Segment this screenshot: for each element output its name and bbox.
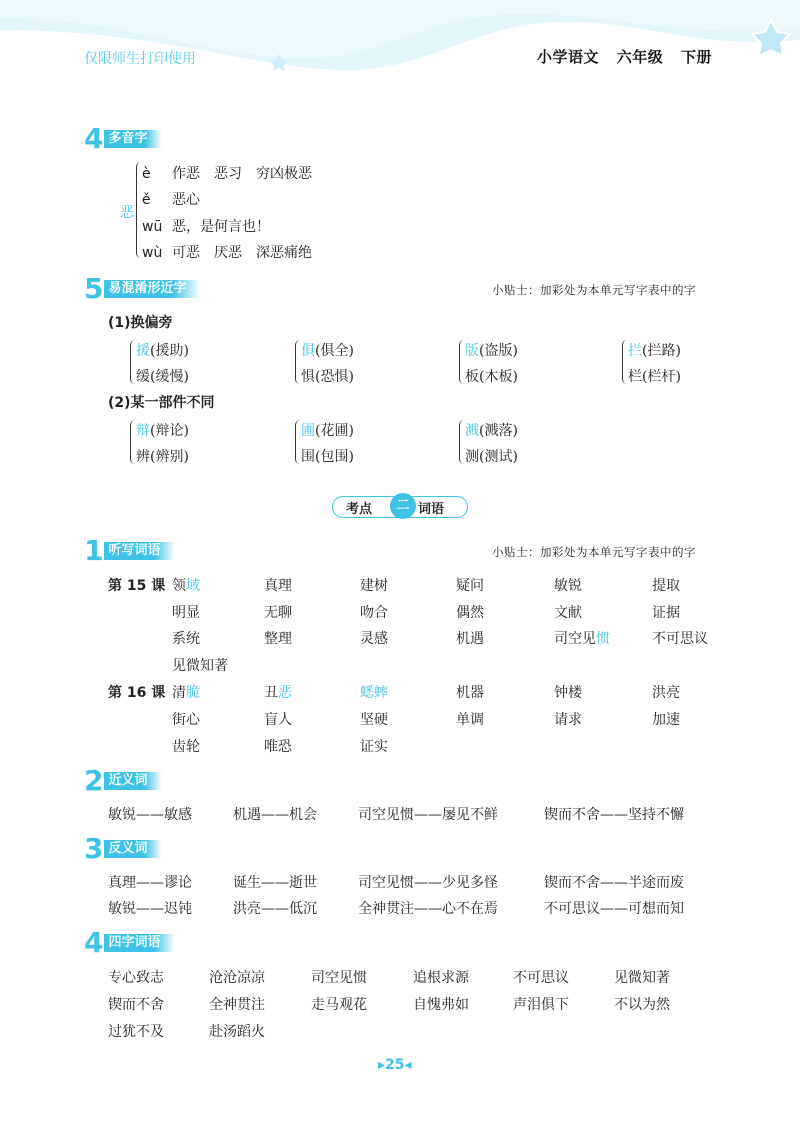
dictation-word: 灵感 bbox=[360, 631, 388, 647]
section-title: 四字词语 bbox=[104, 934, 174, 952]
idiom-word: 过犹不及 bbox=[108, 1024, 164, 1040]
kaodian-topic: 词语 bbox=[418, 502, 445, 517]
dictation-word: 请求 bbox=[554, 712, 582, 728]
header-term: 下册 bbox=[681, 48, 713, 66]
dictation-word: 司空见惯 bbox=[554, 631, 610, 647]
section-heading-polyphonic bbox=[84, 122, 162, 155]
idiom-word: 自愧弗如 bbox=[413, 997, 469, 1013]
idiom-word: 沧沧凉凉 bbox=[209, 970, 265, 986]
synonym-pair: 司空见惯——屡见不鲜 bbox=[358, 807, 498, 823]
section-number: 5 bbox=[84, 272, 104, 305]
section-title: 多音字 bbox=[104, 130, 161, 148]
dictation-word: 敏锐 bbox=[554, 578, 582, 594]
dictation-word: 机遇 bbox=[456, 631, 484, 647]
section-number: 3 bbox=[84, 832, 104, 865]
antonym-pair: 洪亮——低沉 bbox=[233, 901, 317, 917]
synonym-pair: 锲而不舍——坚持不懈 bbox=[544, 807, 684, 823]
dictation-word: 齿轮 bbox=[172, 739, 200, 755]
dictation-word: 领域 bbox=[172, 578, 200, 594]
idiom-word: 专心致志 bbox=[108, 970, 164, 986]
idiom-word: 见微知著 bbox=[614, 970, 670, 986]
char-pair-bottom: 板(木板) bbox=[465, 369, 518, 385]
dictation-word: 钟楼 bbox=[554, 685, 582, 701]
dictation-word: 明显 bbox=[172, 605, 200, 621]
dictation-word: 机器 bbox=[456, 685, 484, 701]
subsection-title: (2)某一部件不同 bbox=[108, 395, 215, 411]
antonym-pair: 司空见惯——少见多怪 bbox=[358, 875, 498, 891]
idiom-word: 追根求源 bbox=[413, 970, 469, 986]
section-title: 反义词 bbox=[104, 840, 161, 858]
section-number: 4 bbox=[84, 122, 104, 155]
dictation-word: 疑问 bbox=[456, 578, 484, 594]
dictation-word: 单调 bbox=[456, 712, 484, 728]
header-usage-note: 仅限师生打印使用 bbox=[84, 51, 196, 67]
header-subject: 小学语文 bbox=[537, 48, 600, 66]
section-heading-idioms bbox=[84, 926, 175, 959]
dictation-word: 提取 bbox=[652, 578, 680, 594]
section-title: 近义词 bbox=[104, 772, 161, 790]
char-pair-bottom: 辨(辨别) bbox=[136, 449, 189, 465]
char-pair-top: 辩(辩论) bbox=[136, 423, 189, 439]
antonym-pair: 敏锐——迟钝 bbox=[108, 901, 192, 917]
char-pair-bottom: 围(包围) bbox=[301, 449, 354, 465]
dictation-word: 系统 bbox=[172, 631, 200, 647]
char-pair-top: 圃(花圃) bbox=[301, 423, 354, 439]
dictation-word: 坚硬 bbox=[360, 712, 388, 728]
idiom-word: 司空见惯 bbox=[311, 970, 367, 986]
dictation-word: 唯恐 bbox=[264, 739, 292, 755]
antonym-pair: 不可思议——可想而知 bbox=[544, 901, 684, 917]
antonym-pair: 诞生——逝世 bbox=[233, 875, 317, 891]
section-heading-dictation bbox=[84, 534, 175, 567]
reading-row: wū 恶，是何言也！ bbox=[142, 219, 270, 235]
lesson-label: 第 15 课 bbox=[108, 578, 166, 594]
dictation-word: 偶然 bbox=[456, 605, 484, 621]
kaodian-banner bbox=[332, 494, 468, 520]
page-number: ▸25◂ bbox=[378, 1057, 412, 1073]
idiom-word: 全神贯注 bbox=[209, 997, 265, 1013]
char-pair-bottom: 栏(栏杆) bbox=[628, 369, 681, 385]
section-heading-similar-chars bbox=[84, 272, 201, 305]
section-number: 1 bbox=[84, 534, 104, 567]
idiom-word: 不以为然 bbox=[614, 997, 670, 1013]
brace bbox=[459, 420, 464, 464]
brace bbox=[295, 420, 300, 464]
section-heading-synonyms bbox=[84, 764, 162, 797]
reading-row: è 作恶 恶习 穷凶极恶 bbox=[142, 166, 312, 182]
synonym-pair: 机遇——机会 bbox=[233, 807, 317, 823]
idiom-word: 赴汤蹈火 bbox=[209, 1024, 265, 1040]
antonym-pair: 全神贯注——心不在焉 bbox=[358, 901, 498, 917]
section-title: 易混淆形近字 bbox=[104, 280, 200, 298]
section-title: 听写词语 bbox=[104, 542, 174, 560]
dictation-word: 盲人 bbox=[264, 712, 292, 728]
dictation-word: 整理 bbox=[264, 631, 292, 647]
dictation-word: 吻合 bbox=[360, 605, 388, 621]
kaodian-number: 二 bbox=[390, 493, 416, 519]
brace bbox=[459, 340, 464, 384]
char-pair-top: 溅(溅落) bbox=[465, 423, 518, 439]
char-pair-bottom: 测(测试) bbox=[465, 449, 518, 465]
dictation-word: 建树 bbox=[360, 578, 388, 594]
idiom-word: 声泪俱下 bbox=[513, 997, 569, 1013]
dictation-word: 丑恶 bbox=[264, 685, 292, 701]
section-number: 4 bbox=[84, 926, 104, 959]
idiom-word: 不可思议 bbox=[513, 970, 569, 986]
dictation-word: 无聊 bbox=[264, 605, 292, 621]
dictation-word: 不可思议 bbox=[652, 631, 708, 647]
synonym-pair: 敏锐——敏感 bbox=[108, 807, 192, 823]
tip-note: 小贴士：加彩处为本单元写字表中的字 bbox=[492, 283, 696, 297]
header-grade: 六年级 bbox=[616, 48, 664, 66]
dictation-word: 证实 bbox=[360, 739, 388, 755]
brace bbox=[136, 162, 141, 258]
dictation-word: 见微知著 bbox=[172, 658, 228, 674]
antonym-pair: 锲而不舍——半途而废 bbox=[544, 875, 684, 891]
brace bbox=[622, 340, 627, 384]
header-wave-decoration bbox=[0, 0, 800, 90]
brace bbox=[130, 340, 135, 384]
polyphonic-char: 恶 bbox=[120, 205, 134, 221]
antonym-pair: 真理——谬论 bbox=[108, 875, 192, 891]
section-number: 2 bbox=[84, 764, 104, 797]
reading-row: ě 恶心 bbox=[142, 192, 200, 208]
idiom-word: 走马观花 bbox=[311, 997, 367, 1013]
lesson-label: 第 16 课 bbox=[108, 685, 166, 701]
dictation-word: 街心 bbox=[172, 712, 200, 728]
tip-note: 小贴士：加彩处为本单元写字表中的字 bbox=[492, 545, 696, 559]
char-pair-top: 俱(俱全) bbox=[301, 343, 354, 359]
char-pair-top: 拦(拦路) bbox=[628, 343, 681, 359]
section-heading-antonyms bbox=[84, 832, 162, 865]
dictation-word: 蟋蟀 bbox=[360, 685, 388, 701]
dictation-word: 文献 bbox=[554, 605, 582, 621]
reading-row: wù 可恶 厌恶 深恶痛绝 bbox=[142, 245, 312, 261]
dictation-word: 加速 bbox=[652, 712, 680, 728]
header-book-info bbox=[537, 46, 724, 67]
char-pair-top: 援(援助) bbox=[136, 343, 189, 359]
dictation-word: 洪亮 bbox=[652, 685, 680, 701]
dictation-word: 证据 bbox=[652, 605, 680, 621]
char-pair-bottom: 惧(恐惧) bbox=[301, 369, 354, 385]
subsection-title: (1)换偏旁 bbox=[108, 315, 173, 331]
brace bbox=[295, 340, 300, 384]
char-pair-top: 版(盗版) bbox=[465, 343, 518, 359]
dictation-word: 清脆 bbox=[172, 685, 200, 701]
page-number-right-arrow-icon: ◂ bbox=[404, 1057, 412, 1073]
dictation-word: 真理 bbox=[264, 578, 292, 594]
kaodian-label: 考点 bbox=[346, 502, 373, 517]
brace bbox=[130, 420, 135, 464]
idiom-word: 锲而不舍 bbox=[108, 997, 164, 1013]
char-pair-bottom: 缓(缓慢) bbox=[136, 369, 189, 385]
page-number-left-arrow-icon: ▸ bbox=[378, 1057, 386, 1073]
